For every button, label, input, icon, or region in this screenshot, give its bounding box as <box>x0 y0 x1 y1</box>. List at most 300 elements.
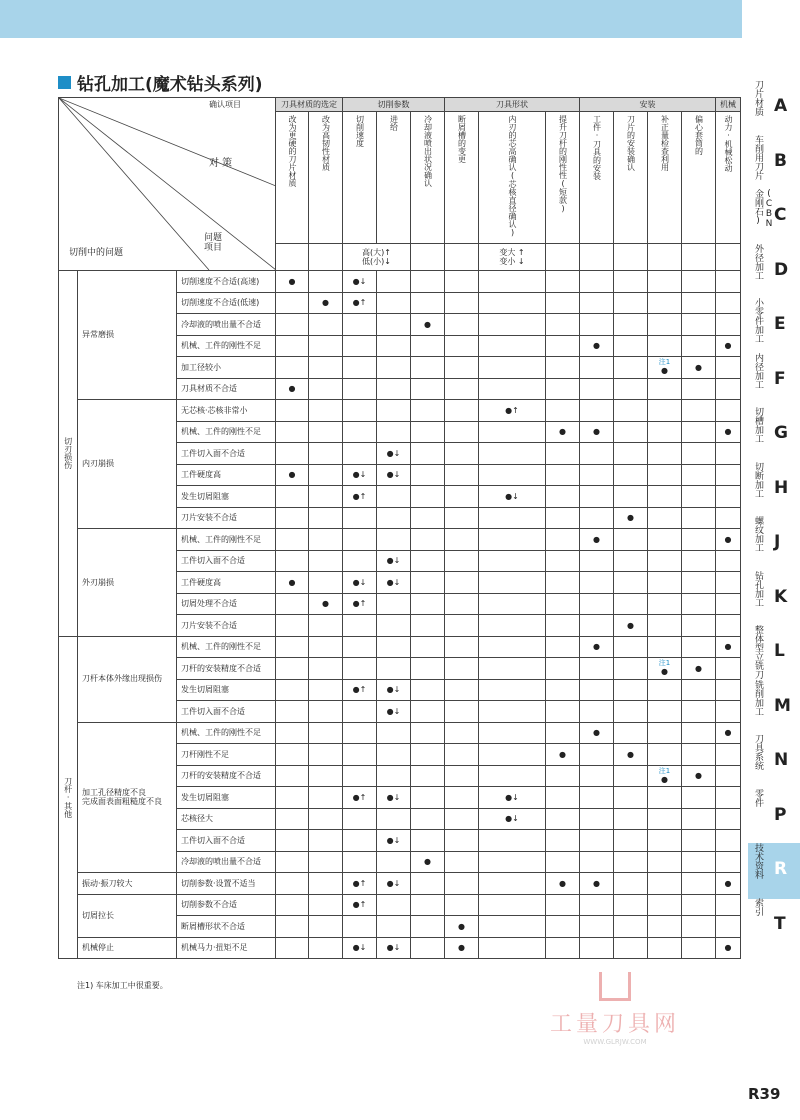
chapter-tab-h[interactable] <box>748 462 800 518</box>
mark-dot: ● <box>627 513 634 523</box>
mark-cell <box>309 615 343 637</box>
mark-cell <box>343 615 377 637</box>
chapter-tab-letter: G <box>774 423 788 443</box>
page-title <box>58 70 263 95</box>
note-ref: 注1 <box>658 358 671 367</box>
mark-cell <box>614 486 648 508</box>
mark-cell <box>614 937 648 959</box>
mark-dot: ●↓ <box>386 706 401 716</box>
problem-item: 机械、工件的刚性不足 <box>177 636 276 658</box>
mark-cell <box>682 335 716 357</box>
mark-cell <box>716 292 741 314</box>
mark-cell <box>580 744 614 766</box>
chapter-tab-f[interactable] <box>748 353 800 409</box>
mark-cell <box>377 765 411 787</box>
mark-cell <box>411 357 445 379</box>
footnote: 注1) 车床加工中很重要。 <box>77 981 168 990</box>
mark-cell <box>445 615 479 637</box>
mark-cell <box>648 464 682 486</box>
mark-cell <box>445 271 479 293</box>
mark-cell <box>309 658 343 680</box>
mark-cell <box>648 507 682 529</box>
chapter-tab-k[interactable] <box>748 571 800 627</box>
mark-cell <box>343 916 377 938</box>
mark-cell <box>580 722 614 744</box>
table-row <box>59 271 741 293</box>
column-header <box>377 112 411 244</box>
hint-cell <box>580 243 614 270</box>
mark-cell <box>445 851 479 873</box>
column-header <box>716 112 741 244</box>
chapter-tab-label: 技术资料 <box>753 843 763 879</box>
mark-cell <box>411 421 445 443</box>
column-header-text: 动力·机械松动 <box>724 115 734 173</box>
mark-cell <box>411 830 445 852</box>
mark-cell <box>343 357 377 379</box>
mark-cell <box>716 335 741 357</box>
chapter-tab-letter: J <box>774 532 781 552</box>
mark-cell <box>377 787 411 809</box>
mark-cell <box>648 722 682 744</box>
mark-cell <box>411 765 445 787</box>
problem-item: 发生切屑阻塞 <box>177 486 276 508</box>
mark-cell <box>445 593 479 615</box>
mark-cell <box>546 335 580 357</box>
mark-cell <box>682 464 716 486</box>
confirm-label: 确认项目 <box>209 100 241 109</box>
problem-label: 切削中的问题 <box>69 248 124 258</box>
mark-cell <box>309 378 343 400</box>
mark-cell <box>546 292 580 314</box>
mark-dot: ● <box>724 878 732 888</box>
hint-cell <box>682 243 716 270</box>
hint-cell <box>716 243 741 270</box>
group-header: 机械 <box>716 98 741 112</box>
mark-cell <box>343 873 377 895</box>
mark-dot: ●↓ <box>386 448 401 458</box>
mark-dot: ●↓ <box>386 470 401 480</box>
mark-cell <box>716 937 741 959</box>
mark-cell <box>411 636 445 658</box>
mark-cell <box>648 787 682 809</box>
mark-cell <box>648 421 682 443</box>
chapter-tab-g[interactable] <box>748 407 800 463</box>
problem-group: 机械停止 <box>78 937 177 959</box>
mark-cell <box>614 916 648 938</box>
mark-cell <box>479 679 546 701</box>
chapter-tab-letter: H <box>774 477 789 498</box>
chapter-tab-label: 铣削加工 <box>753 679 763 716</box>
chapter-tab-letter: E <box>774 314 786 334</box>
mark-cell <box>377 744 411 766</box>
mark-cell <box>580 916 614 938</box>
mark-cell <box>445 658 479 680</box>
mark-cell <box>479 421 546 443</box>
mark-cell <box>309 507 343 529</box>
mark-cell <box>309 937 343 959</box>
mark-cell <box>614 851 648 873</box>
chapter-tab-c[interactable] <box>748 189 800 245</box>
mark-cell <box>479 658 546 680</box>
mark-cell <box>716 421 741 443</box>
mark-cell <box>479 507 546 529</box>
mark-cell <box>716 679 741 701</box>
mark-dot: ● <box>593 341 600 351</box>
mark-cell <box>343 937 377 959</box>
mark-cell <box>343 400 377 422</box>
mark-cell <box>614 636 648 658</box>
problem-item: 工件切入面不合适 <box>177 443 276 465</box>
table-row <box>59 722 741 744</box>
problem-group: 加工孔径精度不良 完成面表面粗糙度不良 <box>78 722 177 873</box>
mark-cell <box>716 271 741 293</box>
chapter-tab-label: 螺纹加工 <box>753 516 763 552</box>
problem-item: 工件切入面不合适 <box>177 701 276 723</box>
mark-dot: ● <box>695 362 702 372</box>
mark-cell <box>614 808 648 830</box>
problem-item: 断屑槽形状不合适 <box>177 916 276 938</box>
mark-cell <box>648 808 682 830</box>
mark-dot: ● <box>424 319 431 329</box>
mark-cell <box>411 701 445 723</box>
mark-cell <box>546 830 580 852</box>
mark-cell <box>479 550 546 572</box>
mark-dot: ● <box>593 642 600 652</box>
mark-dot: ●↑ <box>352 298 367 308</box>
problem-item: 切削速度不合适(低速) <box>177 292 276 314</box>
mark-cell <box>309 593 343 615</box>
mark-cell <box>343 744 377 766</box>
mark-cell <box>614 335 648 357</box>
category-label: 刀杆·其他 <box>63 776 73 818</box>
problem-group: 外刃崩损 <box>78 529 177 637</box>
mark-cell <box>682 722 716 744</box>
mark-cell <box>614 357 648 379</box>
mark-cell <box>479 378 546 400</box>
mark-cell <box>682 486 716 508</box>
mark-cell <box>343 421 377 443</box>
mark-cell <box>614 271 648 293</box>
mark-cell <box>648 357 682 379</box>
mark-cell <box>276 851 309 873</box>
chapter-tab-label: 车削用刀片 <box>753 134 763 180</box>
mark-cell <box>682 593 716 615</box>
mark-cell <box>580 615 614 637</box>
mark-cell <box>580 937 614 959</box>
chapter-tab-n[interactable] <box>748 734 800 790</box>
problem-item: 工件切入面不合适 <box>177 830 276 852</box>
chapter-tab-letter: C <box>774 205 787 225</box>
mark-cell <box>479 636 546 658</box>
hint-cell <box>309 243 343 270</box>
mark-cell <box>614 443 648 465</box>
mark-cell <box>648 916 682 938</box>
mark-cell <box>614 464 648 486</box>
mark-cell <box>716 851 741 873</box>
mark-cell <box>411 400 445 422</box>
mark-cell <box>546 486 580 508</box>
mark-cell <box>479 830 546 852</box>
mark-dot: ● <box>288 384 296 394</box>
mark-cell <box>546 701 580 723</box>
mark-cell <box>309 894 343 916</box>
mark-dot: ● <box>593 728 600 738</box>
chapter-tab-j[interactable] <box>748 516 800 572</box>
chapter-tab-r[interactable] <box>748 843 800 899</box>
mark-dot: ● <box>724 943 732 953</box>
mark-dot: ● <box>627 749 634 759</box>
group-header: 切削参数 <box>343 98 445 112</box>
mark-cell <box>309 830 343 852</box>
mark-cell <box>648 615 682 637</box>
mark-cell <box>648 636 682 658</box>
mark-cell <box>546 593 580 615</box>
mark-cell <box>309 486 343 508</box>
mark-cell <box>309 572 343 594</box>
mark-cell <box>411 679 445 701</box>
problem-group: 刀杆本体外缘出现损伤 <box>78 636 177 722</box>
mark-cell <box>546 851 580 873</box>
mark-cell <box>377 314 411 336</box>
mark-cell <box>648 529 682 551</box>
mark-dot: ● <box>627 620 634 630</box>
mark-cell <box>445 292 479 314</box>
mark-cell <box>614 701 648 723</box>
mark-dot: ●↓ <box>505 814 519 824</box>
mark-cell <box>343 529 377 551</box>
mark-dot: ● <box>661 774 668 784</box>
chapter-tab-p[interactable] <box>748 789 800 845</box>
mark-cell <box>445 378 479 400</box>
watermark-logo-icon <box>599 972 631 1001</box>
watermark <box>540 972 690 1046</box>
chapter-tab-b[interactable] <box>748 135 800 191</box>
mark-cell <box>276 894 309 916</box>
mark-cell <box>377 443 411 465</box>
chapter-tab-letter: R <box>774 859 788 879</box>
column-header <box>648 112 682 244</box>
mark-cell <box>716 830 741 852</box>
mark-cell <box>479 593 546 615</box>
mark-cell <box>546 658 580 680</box>
mark-cell <box>682 271 716 293</box>
mark-cell <box>343 808 377 830</box>
mark-cell <box>377 292 411 314</box>
mark-cell <box>716 894 741 916</box>
mark-cell <box>343 894 377 916</box>
mark-cell <box>309 400 343 422</box>
mark-cell <box>411 335 445 357</box>
mark-cell <box>716 658 741 680</box>
mark-cell <box>377 464 411 486</box>
mark-cell <box>276 292 309 314</box>
hint-cell <box>276 243 309 270</box>
mark-cell <box>716 615 741 637</box>
category-label: 切刃损伤 <box>63 437 73 470</box>
chapter-tab-label: 零件 <box>753 788 763 807</box>
mark-cell <box>580 335 614 357</box>
column-header <box>546 112 580 244</box>
mark-cell <box>276 271 309 293</box>
mark-cell <box>343 787 377 809</box>
mark-cell <box>716 701 741 723</box>
mark-cell <box>276 357 309 379</box>
mark-cell <box>479 894 546 916</box>
mark-cell <box>343 593 377 615</box>
mark-cell <box>614 292 648 314</box>
chapter-tab-t[interactable] <box>748 898 800 954</box>
problem-item: 芯核径大 <box>177 808 276 830</box>
page-title-text: 钻孔加工(魔术钻头系列) <box>77 75 263 95</box>
mark-cell <box>682 787 716 809</box>
mark-cell <box>580 572 614 594</box>
mark-dot: ● <box>288 470 296 480</box>
mark-cell <box>614 873 648 895</box>
mark-cell <box>343 658 377 680</box>
mark-dot: ● <box>322 599 329 609</box>
mark-cell <box>445 701 479 723</box>
mark-cell <box>546 636 580 658</box>
mark-cell <box>716 873 741 895</box>
mark-cell <box>479 851 546 873</box>
mark-cell <box>716 314 741 336</box>
mark-cell <box>377 572 411 594</box>
mark-cell <box>343 443 377 465</box>
mark-cell <box>546 271 580 293</box>
mark-cell <box>411 937 445 959</box>
mark-dot: ●↓ <box>352 470 367 480</box>
mark-cell <box>716 357 741 379</box>
mark-cell <box>716 787 741 809</box>
mark-dot: ● <box>724 534 732 544</box>
mark-cell <box>276 593 309 615</box>
hint-cell <box>614 243 648 270</box>
chapter-tab-l[interactable] <box>748 625 800 681</box>
mark-cell <box>682 529 716 551</box>
mark-cell <box>682 292 716 314</box>
mark-cell <box>580 486 614 508</box>
mark-cell <box>716 722 741 744</box>
mark-cell <box>580 658 614 680</box>
mark-cell <box>546 937 580 959</box>
mark-cell <box>716 808 741 830</box>
chapter-tab-letter: K <box>774 586 788 607</box>
table-row <box>59 636 741 658</box>
mark-cell <box>479 808 546 830</box>
mark-cell <box>682 701 716 723</box>
group-header: 刀具材质的选定 <box>276 98 343 112</box>
mark-dot: ● <box>458 943 465 953</box>
table-row <box>59 400 741 422</box>
group-header: 刀具形状 <box>445 98 580 112</box>
chapter-tab-label: 钻孔加工 <box>753 570 763 607</box>
column-header-text: 切削速度 <box>355 115 365 148</box>
mark-cell <box>343 486 377 508</box>
speed-feed-hint: 高(大)↑ 低(小)↓ <box>343 243 411 270</box>
mark-dot: ●↓ <box>505 491 519 501</box>
mark-cell <box>445 529 479 551</box>
mark-cell <box>716 550 741 572</box>
mark-cell <box>445 937 479 959</box>
mark-cell <box>411 808 445 830</box>
chapter-tab-letter: P <box>774 804 787 825</box>
column-header-text: 改为更硬的刀片材质 <box>288 115 298 188</box>
mark-cell <box>309 335 343 357</box>
mark-cell <box>377 271 411 293</box>
mark-cell <box>479 335 546 357</box>
mark-cell <box>276 937 309 959</box>
mark-cell <box>546 679 580 701</box>
mark-dot: ●↑ <box>352 491 367 501</box>
mark-cell <box>682 314 716 336</box>
mark-cell <box>377 593 411 615</box>
chapter-tab-letter: D <box>774 259 789 280</box>
mark-cell <box>682 916 716 938</box>
mark-cell <box>479 937 546 959</box>
mark-cell <box>445 636 479 658</box>
mark-cell <box>546 464 580 486</box>
chapter-tab-e[interactable] <box>748 298 800 354</box>
mark-cell <box>716 765 741 787</box>
mark-cell <box>648 765 682 787</box>
mark-cell <box>377 658 411 680</box>
mark-cell <box>343 701 377 723</box>
mark-cell <box>276 808 309 830</box>
mark-cell <box>479 357 546 379</box>
mark-cell <box>411 894 445 916</box>
mark-dot: ●↓ <box>352 577 367 587</box>
mark-cell <box>343 572 377 594</box>
problem-item: 刀具材质不合适 <box>177 378 276 400</box>
mark-cell <box>445 787 479 809</box>
mark-dot: ●↓ <box>386 577 401 587</box>
mark-cell <box>614 679 648 701</box>
countermeasure-label: 对 策 <box>209 158 233 169</box>
mark-cell <box>309 916 343 938</box>
column-header-text: 进给 <box>389 115 399 132</box>
mark-cell <box>580 830 614 852</box>
mark-cell <box>546 808 580 830</box>
mark-dot: ●↑ <box>352 792 367 802</box>
chapter-tab-d[interactable] <box>748 244 800 300</box>
mark-cell <box>343 765 377 787</box>
mark-cell <box>276 830 309 852</box>
mark-cell <box>276 744 309 766</box>
chapter-tab-m[interactable] <box>748 680 800 736</box>
mark-cell <box>309 722 343 744</box>
mark-cell <box>614 378 648 400</box>
mark-cell <box>411 271 445 293</box>
chapter-tab-a[interactable] <box>748 80 800 136</box>
hint-cell <box>546 243 580 270</box>
mark-dot: ● <box>695 663 702 673</box>
problem-item: 工件硬度高 <box>177 464 276 486</box>
mark-cell <box>682 550 716 572</box>
mark-dot: ● <box>559 878 566 888</box>
mark-cell <box>343 679 377 701</box>
column-header <box>343 112 377 244</box>
mark-cell <box>343 314 377 336</box>
mark-cell <box>445 443 479 465</box>
category-cell <box>59 271 78 637</box>
mark-cell <box>648 894 682 916</box>
mark-cell <box>682 615 716 637</box>
chapter-tab-letter: M <box>774 695 791 716</box>
mark-cell <box>479 873 546 895</box>
mark-dot: ●↓ <box>386 943 401 953</box>
mark-cell <box>716 443 741 465</box>
mark-cell <box>343 550 377 572</box>
